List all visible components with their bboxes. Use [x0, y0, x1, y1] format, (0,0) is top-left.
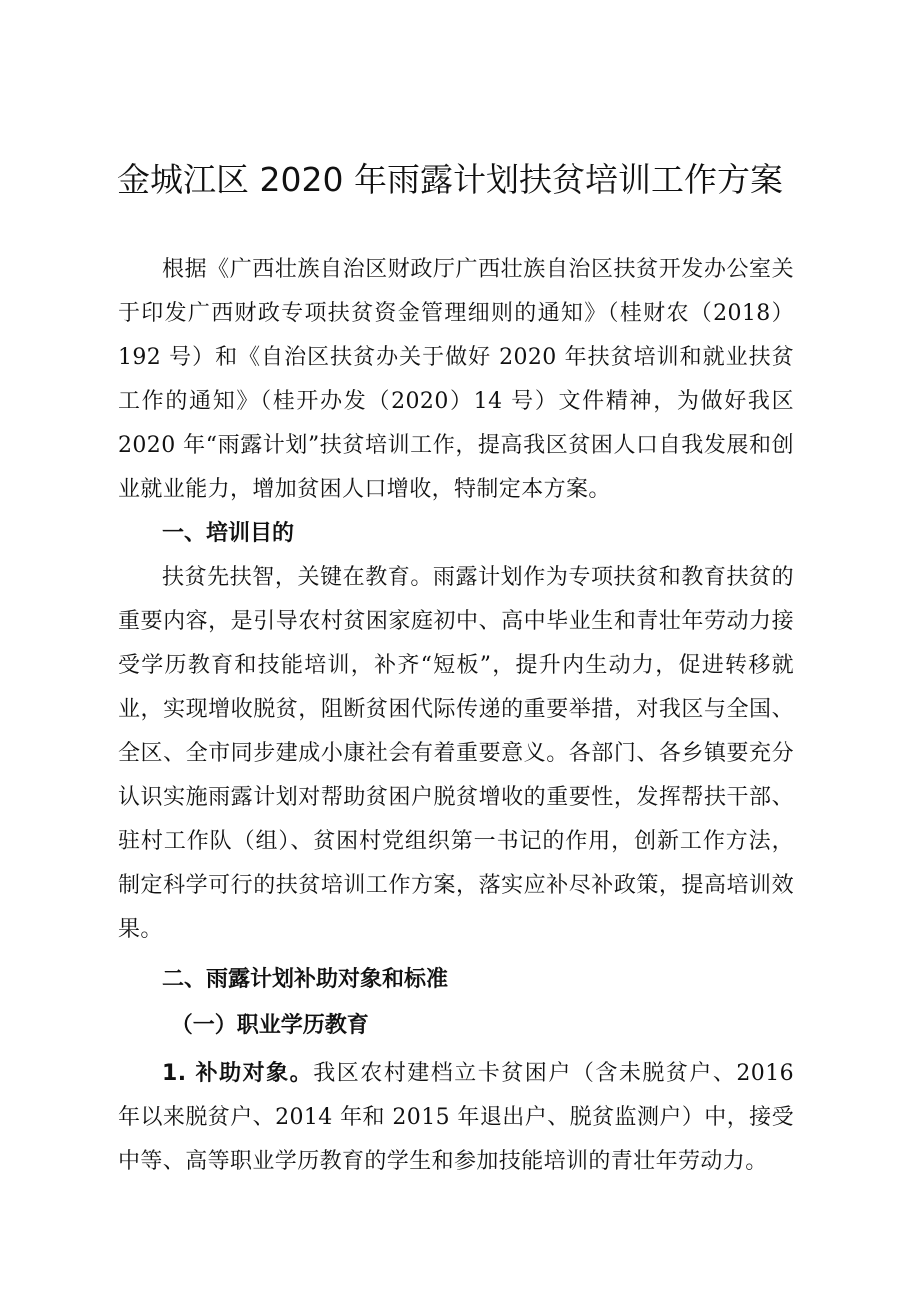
subsidy-target-text: 我区农村建档立卡贫困户（含未脱贫户、2016 年以来脱贫户、2014 年和 2015 年退出户、脱贫监测户）中，接受中等、高等职业学历教育的学生和参加技能培训的青壮年劳动力。 — [118, 1061, 794, 1174]
document-title: 金城江区 2020 年雨露计划扶贫培训工作方案 — [117, 160, 783, 199]
training-purpose-paragraph: 扶贫先扶智，关键在教育。雨露计划作为专项扶贫和教育扶贫的重要内容，是引导农村贫困家庭初中、高中毕业生和青壮年劳动力接受学历教育和技能培训，补齐“短板”，提升内生动力，促进转移就业，实现增收脱贫，阻断贫困代际传递的重要举措，对我区与全国、全区、全市同步建成小康社会有着重要意义。各部门、各乡镇要充分认识实施雨露计划对帮助贫困户脱贫增收的重要性，发挥帮扶干部、驻村工作队（组）、贫困村党组织第一书记的作用，创新工作方法，制定科学可行的扶贫培训工作方案，落实应补尽补政策，提高培训效果。 — [118, 565, 794, 942]
subsidy-target-lead: 1. 补助对象。 — [162, 1061, 314, 1086]
document-body — [118, 248, 794, 1184]
section-heading-training-purpose: 一、培训目的 — [162, 521, 295, 546]
intro-paragraph: 根据《广西壮族自治区财政厅广西壮族自治区扶贫开发办公室关于印发广西财政专项扶贫资金管理细则的通知》（桂财农（2018）192 号）和《自治区扶贫办关于做好 2020 年扶贫培训和就业扶贫工作的通知》（桂开办发（2020）14 号）文件精神，为做好我区 2020 年“雨露计划”扶贫培训工作，提高我区贫困人口自我发展和创业就业能力，增加贫困人口增收，特制定本方案。 — [118, 257, 794, 502]
subsidy-target-paragraph — [118, 1052, 794, 1184]
section-heading-subsidy-targets: 二、雨露计划补助对象和标准 — [162, 967, 449, 992]
subsection-heading-vocational-education: （一）职业学历教育 — [170, 1013, 369, 1038]
